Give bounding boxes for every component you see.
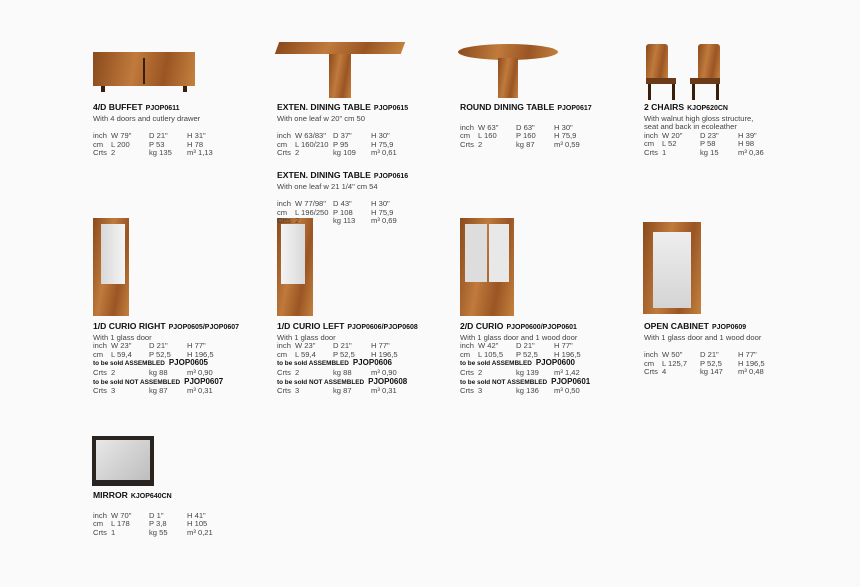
spec-cell: Crts: [277, 148, 291, 158]
spec-cell: 2: [478, 139, 483, 149]
spec-cell: m³ 0,61: [371, 148, 397, 158]
product-title: [93, 103, 273, 114]
spec-cell: 3: [111, 386, 116, 396]
spec-cell: D 21": [700, 350, 719, 360]
product-description: With one leaf w 21 1/4" cm 54: [277, 181, 378, 191]
product-description: With 1 glass door: [93, 332, 152, 342]
spec-row: [460, 387, 640, 396]
two-door-curio-image: [460, 218, 514, 316]
spec-cell: H 78: [187, 139, 204, 149]
spec-row: [93, 520, 273, 529]
spec-cell: inch: [644, 130, 658, 140]
product-description: With 1 glass door and 1 wood door: [644, 332, 762, 342]
spec-cell: m³ 0,31: [371, 386, 397, 396]
spec-cell: cm: [644, 358, 655, 368]
spec-row: [644, 368, 824, 377]
product-code: PJOP0617: [557, 105, 592, 112]
assembly-code: PJOP0601: [551, 376, 591, 386]
spec-cell: D 21": [333, 341, 352, 351]
spec-cell: Crts: [277, 386, 291, 396]
spec-cell: cm: [277, 349, 288, 359]
spec-cell: 1: [662, 147, 667, 157]
spec-cell: Crts: [460, 386, 474, 396]
buffet-image: [93, 52, 195, 92]
product-name: 2/D CURIO: [460, 321, 504, 331]
spec-row: [460, 141, 640, 150]
spec-cell: P 52,5: [149, 349, 171, 359]
spec-cell: L 178: [111, 519, 130, 529]
spec-row: [93, 387, 273, 396]
product-name: 4/D BUFFET: [93, 102, 143, 112]
product-code: PJOP0600/PJOP0601: [506, 324, 577, 331]
spec-cell: P 95: [333, 139, 349, 149]
spec-cell: inch: [93, 510, 107, 520]
spec-cell: m³ 0,31: [187, 386, 213, 396]
assembly-note: [93, 378, 273, 388]
spec-cell: D 63": [516, 122, 535, 132]
spec-cell: H 31": [187, 131, 206, 141]
spec-cell: inch: [460, 341, 474, 351]
spec-cell: 2: [111, 148, 116, 158]
spec-cell: kg 113: [333, 216, 356, 226]
spec-cell: Crts: [460, 139, 474, 149]
spec-cell: D 37": [333, 131, 352, 141]
spec-cell: H 77": [738, 350, 757, 360]
spec-cell: D 21": [149, 341, 168, 351]
spec-cell: H 77": [187, 341, 206, 351]
spec-cell: 1: [111, 527, 116, 537]
product-block: [277, 103, 457, 158]
spec-cell: Crts: [93, 148, 107, 158]
assembly-note: [460, 359, 640, 369]
product-block: [277, 322, 457, 396]
product-title: [93, 491, 273, 502]
spec-row: [277, 369, 457, 378]
spec-cell: D 21": [516, 341, 535, 351]
round-table-image: [458, 44, 558, 98]
spec-cell: 3: [478, 386, 483, 396]
spec-cell: W 23": [295, 341, 316, 351]
product-name: 1/D CURIO RIGHT: [93, 321, 166, 331]
spec-cell: kg 55: [149, 527, 168, 537]
product-name: OPEN CABINET: [644, 321, 709, 331]
spec-cell: inch: [644, 350, 658, 360]
spec-cell: 2: [478, 367, 483, 377]
spec-cell: kg 109: [333, 148, 356, 158]
spec-cell: L 105,5: [478, 349, 504, 359]
spec-cell: W 79": [111, 131, 132, 141]
spec-cell: m³ 0,59: [554, 139, 580, 149]
spec-cell: 2: [295, 148, 300, 158]
spec-cell: H 196,5: [187, 349, 214, 359]
spec-cell: P 108: [333, 207, 353, 217]
spec-cell: H 75,9: [554, 131, 577, 141]
spec-cell: Crts: [277, 216, 291, 226]
chairs-image: [644, 44, 722, 100]
spec-cell: cm: [277, 207, 288, 217]
product-code: PJOP0611: [145, 105, 180, 112]
assembly-code: PJOP0606: [352, 358, 392, 368]
spec-cell: P 52,5: [700, 358, 722, 368]
product-title: [277, 103, 457, 114]
spec-cell: kg 147: [700, 367, 723, 377]
spec-cell: L 200: [111, 139, 130, 149]
product-title: [460, 103, 640, 114]
spec-row: [93, 149, 273, 158]
spec-cell: kg 15: [700, 147, 719, 157]
product-code: PJOP0605/PJOP0607: [168, 324, 240, 331]
product-title: [277, 322, 457, 333]
spec-row: [277, 149, 457, 158]
spec-cell: H 30": [554, 122, 573, 132]
spec-cell: L 196/250: [295, 207, 329, 217]
spec-cell: H 98: [738, 139, 755, 149]
spec-cell: Crts: [644, 147, 658, 157]
assembly-code: PJOP0605: [168, 358, 208, 368]
product-name: 1/D CURIO LEFT: [277, 321, 345, 331]
spec-cell: cm: [93, 519, 104, 529]
spec-row: [460, 369, 640, 378]
spec-cell: inch: [277, 199, 291, 209]
spec-cell: W 20": [662, 130, 683, 140]
spec-cell: H 196,5: [554, 349, 581, 359]
spec-cell: P 52,5: [516, 349, 538, 359]
spec-cell: kg 88: [333, 367, 352, 377]
product-description: With one leaf w 20" cm 50: [277, 113, 365, 123]
product-description: With 4 doors and cutlery drawer: [93, 113, 201, 123]
spec-cell: W 70": [111, 510, 132, 520]
spec-cell: H 75,9: [371, 207, 394, 217]
spec-cell: P 3,8: [149, 519, 167, 529]
assembly-note-label: to be sold ASSEMBLED: [460, 360, 532, 368]
spec-cell: Crts: [644, 367, 658, 377]
spec-cell: L 160: [478, 131, 497, 141]
spec-row: [277, 217, 457, 226]
spec-cell: 2: [295, 367, 300, 377]
spec-cell: L 160/210: [295, 139, 329, 149]
assembly-code: PJOP0600: [535, 358, 575, 368]
product-title: [277, 171, 457, 182]
spec-cell: kg 87: [333, 386, 352, 396]
spec-row: [277, 387, 457, 396]
product-title: [93, 322, 273, 333]
spec-cell: D 43": [333, 199, 352, 209]
product-title: [644, 103, 824, 114]
spec-cell: inch: [93, 131, 107, 141]
product-description: With 1 glass door and 1 wood door: [460, 332, 578, 342]
spec-cell: 4: [662, 367, 667, 377]
product-description: With 1 glass door: [277, 332, 336, 342]
spec-cell: cm: [460, 131, 471, 141]
spec-cell: kg 87: [516, 139, 535, 149]
spec-row: [644, 149, 824, 158]
spec-cell: cm: [93, 139, 104, 149]
spec-cell: Crts: [93, 367, 107, 377]
product-block: [644, 103, 824, 158]
assembly-note-label: to be sold NOT ASSEMBLED: [93, 378, 181, 386]
mirror-image: [92, 436, 154, 486]
spec-cell: cm: [277, 139, 288, 149]
product-code: PJOP0616: [373, 173, 409, 180]
spec-cell: P 53: [149, 139, 165, 149]
open-cabinet-image: [643, 222, 701, 314]
spec-cell: m³ 0,36: [738, 147, 764, 157]
product-title: [644, 322, 824, 333]
assembly-note-label: to be sold ASSEMBLED: [93, 360, 165, 368]
spec-row: [93, 369, 273, 378]
spec-cell: 2: [295, 216, 300, 226]
product-name: ROUND DINING TABLE: [460, 102, 555, 112]
spec-cell: kg 87: [149, 386, 168, 396]
spec-row: [644, 140, 824, 149]
assembly-note-label: to be sold NOT ASSEMBLED: [277, 378, 365, 386]
spec-cell: Crts: [93, 527, 107, 537]
spec-cell: P 58: [700, 139, 716, 149]
product-block: [93, 491, 273, 537]
spec-cell: H 196,5: [738, 358, 765, 368]
spec-cell: inch: [460, 122, 474, 132]
spec-cell: cm: [644, 139, 655, 149]
spec-cell: cm: [93, 349, 104, 359]
assembly-note: [93, 359, 273, 369]
spec-cell: L 59,4: [111, 349, 132, 359]
spec-row: [93, 141, 273, 150]
spec-row: [460, 132, 640, 141]
spec-cell: W 63": [478, 122, 499, 132]
spec-cell: m³ 1,13: [187, 148, 213, 158]
spec-cell: H 77": [554, 341, 573, 351]
product-title: [460, 322, 640, 333]
spec-cell: H 30": [371, 199, 390, 209]
spec-cell: m³ 0,90: [187, 367, 213, 377]
product-code: PJOP0615: [373, 105, 409, 112]
product-block: [277, 171, 457, 226]
spec-row: [277, 141, 457, 150]
spec-cell: m³ 1,42: [554, 367, 580, 377]
spec-cell: inch: [277, 341, 291, 351]
assembly-code: PJOP0607: [184, 376, 224, 386]
product-name: EXTEN. DINING TABLE: [277, 170, 371, 180]
spec-cell: D 21": [149, 131, 168, 141]
product-code: KJOP640CN: [130, 493, 172, 500]
product-block: [93, 103, 273, 158]
product-code: PJOP0606/PJOP0608: [347, 324, 418, 331]
spec-cell: m³ 0,48: [738, 367, 764, 377]
spec-cell: kg 139: [516, 367, 539, 377]
product-description: With walnut high gloss structure,: [644, 113, 754, 123]
assembly-note-label: to be sold ASSEMBLED: [277, 360, 349, 368]
spec-row: [277, 209, 457, 218]
spec-cell: P 160: [516, 131, 536, 141]
curio-left-image: [277, 218, 313, 316]
product-description: seat and back in ecoleather: [644, 122, 737, 132]
spec-cell: H 196,5: [371, 349, 398, 359]
spec-cell: kg 135: [149, 148, 172, 158]
spec-cell: D 1": [149, 510, 164, 520]
spec-cell: Crts: [93, 386, 107, 396]
spec-cell: kg 136: [516, 386, 539, 396]
product-block: [460, 322, 640, 396]
spec-row: [93, 529, 273, 538]
spec-cell: W 23": [111, 341, 132, 351]
spec-cell: 2: [111, 367, 116, 377]
product-code: KJOP620CN: [687, 105, 728, 112]
spec-cell: m³ 0,50: [554, 386, 580, 396]
assembly-code: PJOP0608: [368, 376, 408, 386]
spec-cell: Crts: [277, 367, 291, 377]
spec-cell: W 77/98": [295, 199, 326, 209]
spec-cell: W 42": [478, 341, 499, 351]
assembly-note-label: to be sold NOT ASSEMBLED: [460, 378, 548, 386]
spec-cell: m³ 0,69: [371, 216, 397, 226]
product-code: PJOP0609: [711, 324, 747, 331]
spec-cell: H 75,9: [371, 139, 394, 149]
spec-cell: inch: [93, 341, 107, 351]
spec-cell: H 77": [371, 341, 390, 351]
spec-cell: H 30": [371, 131, 390, 141]
product-name: 2 CHAIRS: [644, 102, 685, 112]
curio-right-image: [93, 218, 129, 316]
spec-cell: D 23": [700, 130, 719, 140]
spec-cell: H 105: [187, 519, 208, 529]
spec-cell: H 39": [738, 130, 757, 140]
spec-cell: cm: [460, 349, 471, 359]
spec-cell: L 125,7: [662, 358, 688, 368]
spec-cell: Crts: [460, 367, 474, 377]
product-name: EXTEN. DINING TABLE: [277, 102, 371, 112]
assembly-note: [277, 359, 457, 369]
spec-cell: P 52,5: [333, 349, 355, 359]
spec-cell: 3: [295, 386, 300, 396]
spec-cell: m³ 0,90: [371, 367, 397, 377]
spec-cell: inch: [277, 131, 291, 141]
assembly-note: [460, 378, 640, 388]
spec-row: [644, 360, 824, 369]
spec-cell: W 50": [662, 350, 683, 360]
spec-cell: W 63/83": [295, 131, 326, 141]
extension-table-image: [277, 42, 403, 98]
product-block: [460, 103, 640, 149]
product-block: [93, 322, 273, 396]
spec-cell: L 52: [662, 139, 677, 149]
assembly-note: [277, 378, 457, 388]
spec-cell: kg 88: [149, 367, 168, 377]
product-block: [644, 322, 824, 377]
spec-cell: H 41": [187, 510, 206, 520]
spec-cell: L 59,4: [295, 349, 316, 359]
product-name: MIRROR: [93, 490, 128, 500]
spec-cell: m³ 0,21: [187, 527, 213, 537]
